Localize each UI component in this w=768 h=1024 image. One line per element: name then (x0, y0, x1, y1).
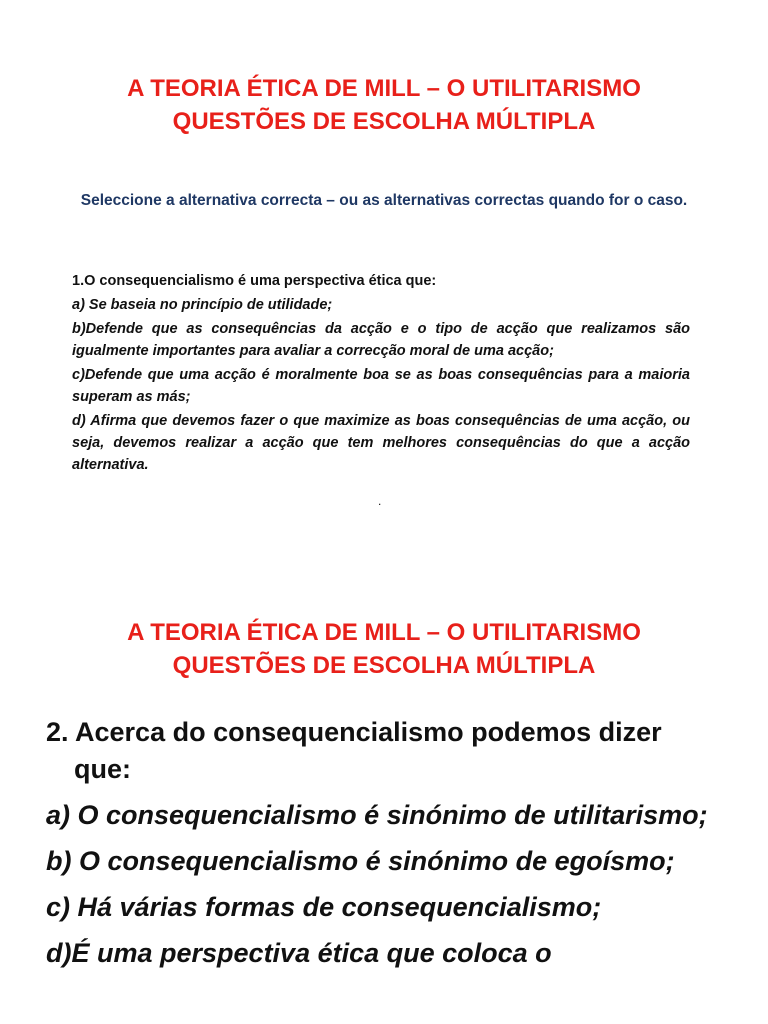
slide-2-title-line-1: A TEORIA ÉTICA DE MILL – O UTILITARISMO (127, 619, 641, 646)
slide-1-title-line-2: QUESTÕES DE ESCOLHA MÚLTIPLA (172, 108, 596, 135)
question-2-option-d: d)É uma perspectiva ética que coloca o (46, 938, 552, 968)
question-2-option-a: a) O consequencialismo é sinónimo de utilitarismo; (46, 800, 708, 830)
question-1-option-a: a) Se baseia no princípio de utilidade; (72, 297, 333, 313)
slide-2 (0, 560, 768, 1024)
question-2 (46, 714, 726, 981)
question-2-option-c: c) Há várias formas de consequencialismo; (46, 892, 602, 922)
question-1-option-c: c)Defende que uma acção é moralmente boa se as boas consequências para a maioria superam as más; (72, 367, 690, 405)
question-1-stem: 1.O consequencialismo é uma perspectiva ética que: (72, 273, 437, 289)
question-1-option-d: d) Afirma que devemos fazer o que maximize as boas consequências de uma acção, ou seja, devemos realizar a acção que tem melhores consequências do que a acção alternativa. (72, 413, 690, 473)
instruction-text: Seleccione a alternativa correcta – ou as alternativas correctas quando for o caso. (80, 192, 688, 209)
question-2-stem: 2. Acerca do consequencialismo podemos dizer que: (46, 717, 662, 784)
trailing-dot: . (378, 494, 382, 508)
slide-1-title (0, 72, 768, 138)
question-1 (72, 270, 690, 478)
slide-2-title-line-2: QUESTÕES DE ESCOLHA MÚLTIPLA (172, 652, 596, 679)
slide-2-title (0, 616, 768, 682)
slide-1-title-line-1: A TEORIA ÉTICA DE MILL – O UTILITARISMO (127, 75, 641, 102)
question-1-option-b: b)Defende que as consequências da acção e o tipo de acção que realizamos são igualmente importantes para avaliar a correcção moral de uma acção; (72, 321, 690, 359)
question-2-option-b: b) O consequencialismo é sinónimo de egoísmo; (46, 846, 675, 876)
